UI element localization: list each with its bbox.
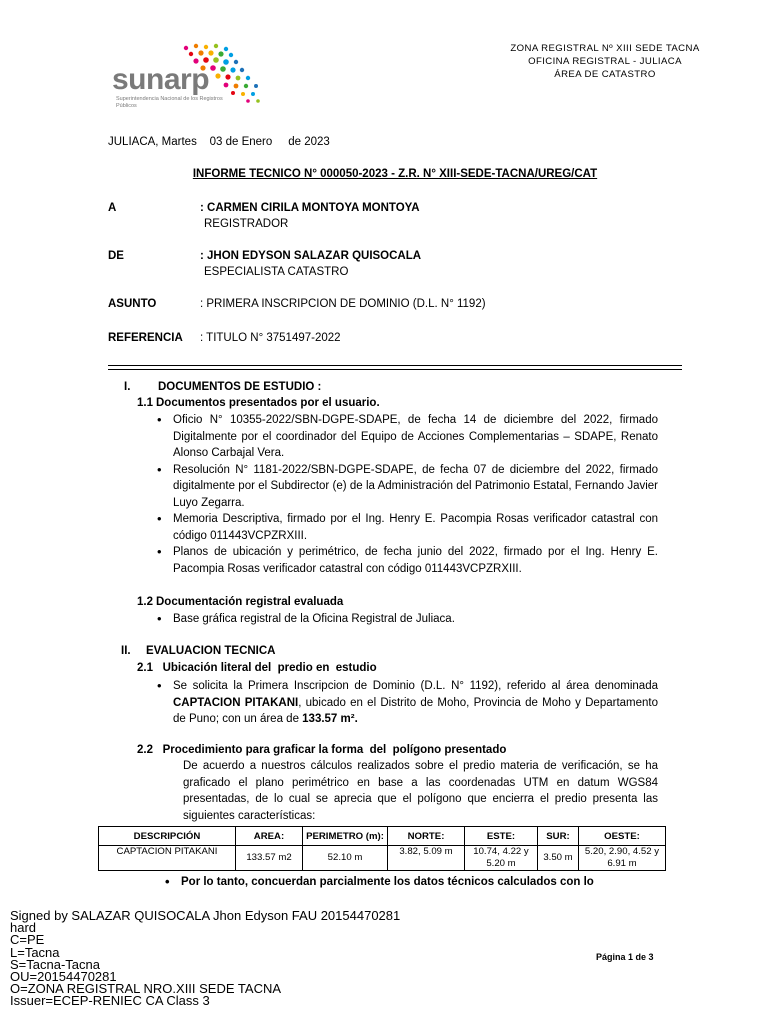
field-de-label: DE bbox=[108, 250, 124, 262]
section-2-title: EVALUACION TECNICA bbox=[146, 645, 276, 657]
date-line: JULIACA, Martes 03 de Enero de 2023 bbox=[108, 136, 330, 148]
table-cell: 52.10 m bbox=[303, 846, 388, 871]
section-1-1-number: 1.1 bbox=[137, 397, 153, 409]
list-item: • Por lo tanto, concuerdan parcialmente los datos técnicos calculados con lo bbox=[163, 874, 658, 891]
divider-rule-bottom bbox=[108, 369, 682, 370]
list-item: • Resolución N° 1181-2022/SBN-DGPE-SDAPE, de fecha 07 de diciembre del 2022, firmado digitalmente por el Subdirector (e) de la Administración del Patrimonio Estatal, Fernando Javier Luyo Zegarra. bbox=[155, 462, 658, 512]
table-cell: 3.50 m bbox=[538, 846, 579, 871]
header-line-office: OFICINA REGISTRAL - JULIACA bbox=[528, 56, 682, 67]
area-value: 133.57 m². bbox=[302, 713, 358, 725]
list-item bbox=[155, 678, 658, 728]
page-indicator: Página 1 de 3 bbox=[596, 952, 654, 962]
digital-signature-block bbox=[10, 910, 400, 1008]
divider-rule-top bbox=[108, 365, 682, 366]
field-ref-label: REFERENCIA bbox=[108, 332, 183, 344]
field-de-role: ESPECIALISTA CATASTRO bbox=[204, 266, 349, 278]
header-line-area: ÁREA DE CATASTRO bbox=[554, 69, 656, 80]
office-header bbox=[490, 42, 720, 81]
polygon-table bbox=[98, 826, 666, 871]
report-title: INFORME TECNICO N° 000050-2023 - Z.R. N° XIII-SEDE-TACNA/UREG/CAT bbox=[192, 168, 598, 180]
field-ref-value: : TITULO N° 3751497-2022 bbox=[200, 332, 341, 344]
procedure-text: De acuerdo a nuestros cálculos realizados sobre el predio materia de verificación, se ha graficado el plano perimétrico en base a las coordenadas UTM en datum WGS84 presentadas, de lo cual se aprecia que el polígono que encierra el predio presenta las siguientes características: bbox=[183, 760, 658, 822]
header-line-zone: ZONA REGISTRAL Nº XIII SEDE TACNA bbox=[510, 43, 700, 54]
field-asunto-value: : PRIMERA INSCRIPCION DE DOMINIO (D.L. N° 1192) bbox=[200, 298, 486, 310]
table-cell: 5.20, 2.90, 4.52 y 6.91 m bbox=[579, 846, 666, 871]
location-text-1: Se solicita la Primera Inscripcion de Dominio (D.L. N° 1192), referido al área denominada bbox=[173, 680, 658, 692]
location-text-2: , ubicado en el Distrito de Moho, Provincia de Moho y Departamento de Puno; con un área de bbox=[173, 696, 658, 725]
signature-line: O=ZONA REGISTRAL NRO.XIII SEDE TACNA bbox=[10, 981, 282, 997]
field-de-value: : JHON EDYSON SALAZAR QUISOCALA bbox=[200, 250, 422, 262]
table-header: SUR: bbox=[538, 827, 579, 846]
section-1-1-title: Documentos presentados por el usuario. bbox=[156, 397, 380, 409]
table-header: OESTE: bbox=[579, 827, 666, 846]
table-row bbox=[99, 846, 666, 871]
documents-list bbox=[155, 412, 658, 577]
field-a-label: A bbox=[108, 202, 117, 214]
table-cell: 10.74, 4.22 y 5.20 m bbox=[465, 846, 538, 871]
logo-wordmark: sunarp bbox=[112, 63, 210, 96]
signature-line: Signed by SALAZAR QUISOCALA Jhon Edyson FAU 20154470281 bbox=[10, 908, 401, 923]
section-2-1-title: 2.1 Ubicación literal del predio en estudio bbox=[137, 662, 377, 674]
section-1-title: DOCUMENTOS DE ESTUDIO : bbox=[158, 381, 322, 393]
signature-line: S=Tacna-Tacna bbox=[10, 956, 100, 972]
list-item: • Base gráfica registral de la Oficina Registral de Juliaca. bbox=[155, 611, 658, 628]
conclusion-list bbox=[163, 874, 658, 891]
signature-line: L=Tacna bbox=[10, 944, 60, 960]
table-header-row bbox=[99, 827, 666, 846]
table-cell: 3.82, 5.09 m bbox=[388, 846, 465, 871]
location-list bbox=[155, 678, 658, 728]
field-a-role: REGISTRADOR bbox=[204, 218, 289, 230]
signature-line: C=PE bbox=[10, 932, 45, 948]
table-header: AREA: bbox=[236, 827, 303, 846]
area-name: CAPTACION PITAKANI bbox=[173, 696, 299, 709]
section-1-number: I. bbox=[124, 381, 131, 393]
table-cell: CAPTACION PITAKANI bbox=[99, 846, 236, 871]
field-a-value: : CARMEN CIRILA MONTOYA MONTOYA bbox=[200, 202, 420, 214]
registral-docs-list bbox=[155, 611, 658, 628]
signature-line: hard bbox=[10, 920, 37, 936]
list-item: • Planos de ubicación y perimétrico, de fecha junio del 2022, firmado por el Ing. Henry E. Pacompia Rosas verificador catastral con código 011443VCPZRXIII. bbox=[155, 544, 658, 577]
list-item: • Memoria Descriptiva, firmado por el Ing. Henry E. Pacompia Rosas verificador catastral con código 011443VCPZRXIII. bbox=[155, 511, 658, 544]
table-header: ESTE: bbox=[465, 827, 538, 846]
section-2-2-title: 2.2 Procedimiento para graficar la forma del polígono presentado bbox=[137, 744, 507, 756]
table-header: DESCRIPCIÓN bbox=[99, 827, 236, 846]
section-2-number: II. bbox=[121, 645, 131, 657]
signature-line: Issuer=ECEP-RENIEC CA Class 3 bbox=[10, 993, 210, 1009]
list-item: • Oficio N° 10355-2022/SBN-DGPE-SDAPE, de fecha 14 de diciembre del 2022, firmado Digitalmente por el coordinador del Equipo de Acciones Complementarias – SDAPE, Renato Alonso Carbajal Vera. bbox=[155, 412, 658, 462]
table-cell: 133.57 m2 bbox=[236, 846, 303, 871]
signature-line: OU=20154470281 bbox=[10, 969, 117, 985]
table-header: PERIMETRO (m): bbox=[303, 827, 388, 846]
table-header: NORTE: bbox=[388, 827, 465, 846]
section-1-2-number: 1.2 bbox=[137, 596, 153, 608]
field-asunto-label: ASUNTO bbox=[108, 298, 157, 310]
logo-tagline: Superintendencia Nacional de los Registros Públicos bbox=[116, 96, 223, 109]
section-1-2-title: Documentación registral evaluada bbox=[156, 596, 344, 608]
